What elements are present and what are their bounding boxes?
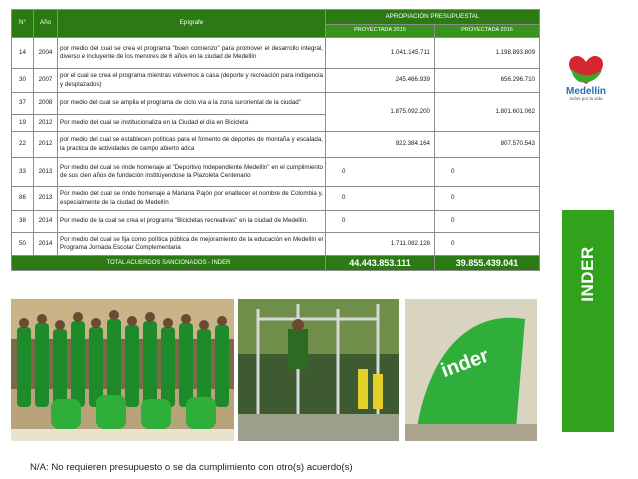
header-number: N°	[12, 10, 34, 38]
row-epigraph: Por medio del cual se rinde homenaje a Mariana Pajón por enaltecer el nombre de Colombia y, especialmente de la ciudad de Medellín	[58, 187, 326, 211]
row-number: 33	[12, 158, 34, 187]
total-label: TOTAL ACUERDOS SANCIONADOS - INDER	[12, 256, 326, 271]
row-year: 2014	[34, 211, 58, 233]
row-epigraph: por el cual se crea el programa mientras volvemos a casa (deporte y recreación para indigencia y desplazados)	[58, 69, 326, 93]
row-epigraph: Por medio del cual se fija como política pública de mejoramiento de la educación en Medellín el Programa Jornada Escolar Complementaria	[58, 233, 326, 256]
row-number: 86	[12, 187, 34, 211]
row-value-2016: 0	[435, 187, 540, 211]
medellin-logo	[558, 50, 614, 102]
logo-slogan: todos por la vida	[569, 96, 603, 101]
row-number: 30	[12, 69, 34, 93]
row-year: 2013	[34, 158, 58, 187]
table-row	[12, 158, 540, 187]
row-number: 14	[12, 38, 34, 69]
row-year: 2013	[34, 187, 58, 211]
row-value-2015: 0	[326, 158, 435, 187]
table-row	[12, 187, 540, 211]
row-year: 2007	[34, 69, 58, 93]
table-row	[12, 93, 540, 115]
row-epigraph: por medio del cual se crea el programa "buen comienzo" para promover el desarrollo integral, diverso e incluyente de los menores de 6 años en la ciudad de Medellín	[58, 38, 326, 69]
total-value-2015: 44.443.853.111	[326, 256, 435, 271]
footnote: N/A: No requieren presupuesto o se da cumplimiento con otro(s) acuerdo(s)	[30, 462, 353, 473]
row-value-2015: 922.384.164	[326, 132, 435, 158]
row-value-2015: 0	[326, 187, 435, 211]
row-value-2015: 1.875.092.200	[326, 93, 435, 132]
row-number: 50	[12, 233, 34, 256]
table-row	[12, 233, 540, 256]
side-label-bar	[562, 210, 614, 432]
row-value-2016: 1.801.601.062	[435, 93, 540, 132]
logo-city: Medellín	[565, 86, 607, 97]
total-value-2016: 39.855.439.041	[435, 256, 540, 271]
row-value-2016: 807.570.543	[435, 132, 540, 158]
row-value-2015: 0	[326, 211, 435, 233]
header-appropriation: APROPIACIÓN PRESUPUESTAL	[326, 10, 540, 25]
row-epigraph: por medio del cual se amplia el programa de ciclo vía a la zona suroriental de la ciudad"	[58, 93, 326, 115]
row-year: 2012	[34, 115, 58, 132]
row-value-2016: 0	[435, 211, 540, 233]
table-row	[12, 69, 540, 93]
row-epigraph: por medio del cual se establecen políticas para el fomento de deportes de montaña y escalada, la practica de actividades de campo abierto adca	[58, 132, 326, 158]
row-epigraph: Por medio de la cual se crea el programa "Bicicletas recreativas" en la ciudad de Medellín.	[58, 211, 326, 233]
agreements-table	[11, 9, 540, 271]
row-year: 2008	[34, 93, 58, 115]
banner-text: inder	[438, 344, 492, 383]
row-value-2016: 0	[435, 158, 540, 187]
header-epigraph: Epígrafe	[58, 10, 326, 38]
row-year: 2014	[34, 233, 58, 256]
inder-banner-photo	[405, 299, 537, 441]
side-label: INDER	[578, 246, 597, 302]
row-value-2015: 245.466.939	[326, 69, 435, 93]
row-number: 38	[12, 211, 34, 233]
table-row	[12, 211, 540, 233]
row-number: 19	[12, 115, 34, 132]
header-proj-2015: PROYECTADA 2015	[326, 25, 435, 38]
row-value-2016: 0	[435, 233, 540, 256]
header-year: Año	[34, 10, 58, 38]
climbing-photo	[238, 299, 399, 441]
row-value-2015: 1.711.082.128	[326, 233, 435, 256]
row-number: 37	[12, 93, 34, 115]
header-proj-2016: PROYECTADA 2016	[435, 25, 540, 38]
row-year: 2012	[34, 132, 58, 158]
row-year: 2004	[34, 38, 58, 69]
row-value-2016: 656.296.710	[435, 69, 540, 93]
table-row	[12, 38, 540, 69]
total-row	[12, 256, 540, 271]
row-value-2015: 1.041.145.711	[326, 38, 435, 69]
row-value-2016: 1.198.893.809	[435, 38, 540, 69]
table-row	[12, 132, 540, 158]
row-epigraph: Por medio del cual se rinde homenaje al "Deportivo Independiente Medellín" en el cumplimiento de sus cien años de fundación institúyendose la Plazoleta Centenario	[58, 158, 326, 187]
row-epigraph: Por medio del cual se institucionaliza en la Ciudad el día en Bicicleta	[58, 115, 326, 132]
team-photo	[11, 299, 234, 441]
row-number: 22	[12, 132, 34, 158]
